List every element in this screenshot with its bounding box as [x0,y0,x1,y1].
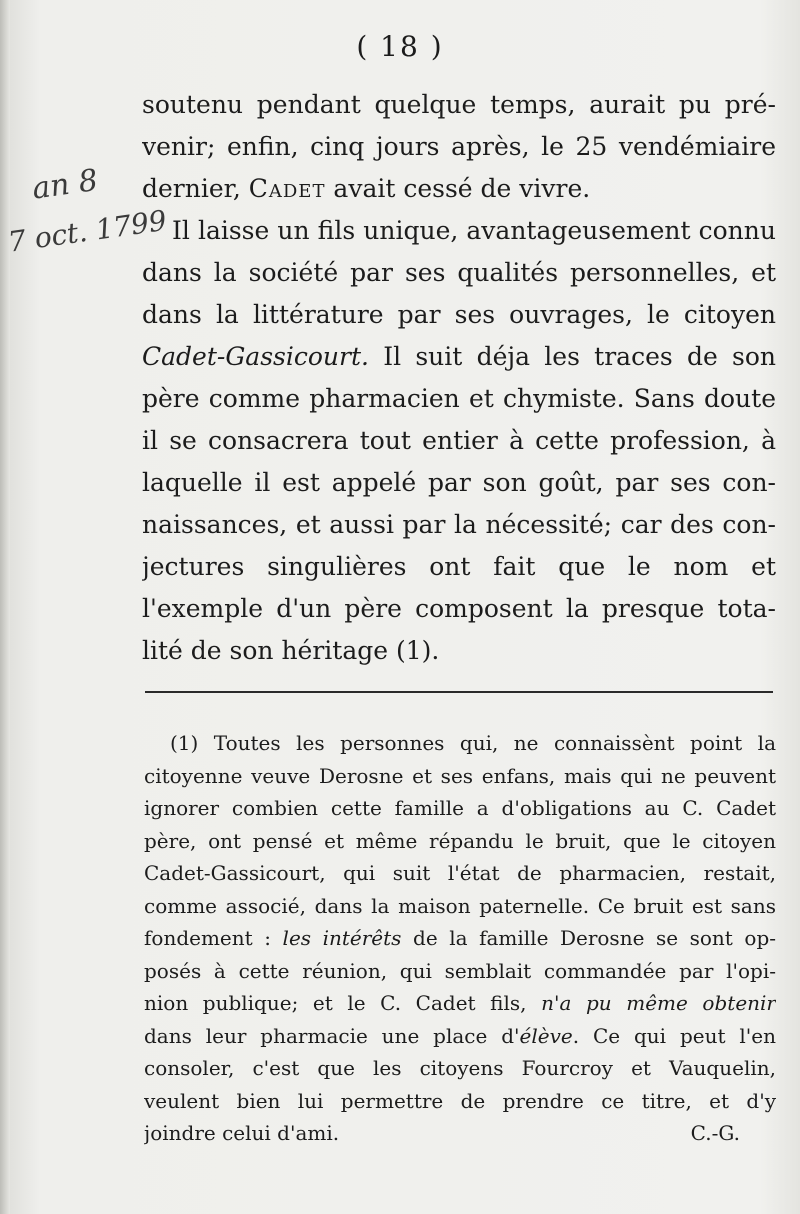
margin-annotation-2: 7 oct. 1799 [6,203,169,259]
italic-span: les intérêts [282,926,402,950]
footnote-line: veulent bien lui permettre de prendre ce titre, et d'y [144,1088,776,1113]
text-span: de la famille Derosne se sont op- [401,926,776,950]
text-line: jectures singulières ont fait que le nom et [142,552,776,581]
footnote-line: père, ont pensé et même répandu le bruit, que le citoyen [144,828,776,853]
text-line: il se consacrera tout entier à cette profession, à [142,426,776,455]
text-line [142,336,776,378]
italic-span: élève [519,1023,573,1048]
footnote [144,727,776,1150]
page-number: ( 18 ) [356,30,444,63]
text-span: . Ce qui peut l'en [572,1023,776,1048]
text-line: naissances, et aussi par la nécessité; car des con- [142,510,776,539]
footnote-line: posés à cette réunion, qui semblait commandée par l'opi- [144,958,776,983]
name-cadet: Cadet [248,174,326,203]
footnote-line [144,922,776,955]
footnote-divider [145,691,773,693]
text-line: père comme pharmacien et chymiste. Sans doute [142,384,776,413]
text-line: laquelle il est appelé par son goût, par ses con- [142,468,776,497]
footnote-line: consoler, c'est que les citoyens Fourcroy et Vauquelin, [144,1056,776,1080]
name-cadet-gassicourt: Cadet-Gassicourt. [142,342,369,371]
text-line: l'exemple d'un père composent la presque tota- [142,594,776,623]
main-text [142,84,776,672]
footnote-line: (1) Toutes les personnes qui, ne connaissènt point la [170,731,776,755]
signature: C.-G. [690,1121,740,1145]
footnote-line: ignorer combien cette famille a d'obligations au C. Cadet [144,796,776,820]
page-binding-shadow [0,0,10,1214]
text-span: Il suit déja les traces de son [368,342,776,371]
footnote-line [144,1020,776,1053]
text-span: dans leur pharmacie une place d' [144,1023,520,1048]
text-line: venir; enfin, cinq jours après, le 25 vendémiaire [142,132,776,161]
text-line: dans la société par ses qualités personnelles, et [142,258,776,287]
text-line: Il laisse un fils unique, avantageusement connu [172,216,776,245]
footnote-line: citoyenne veuve Derosne et ses enfans, mais qui ne peuvent [144,763,776,788]
text-span: joindre celui d'ami. [144,1121,340,1145]
text-line: lité de son héritage (1). [142,636,440,665]
text-line: dans la littérature par ses ouvrages, le citoyen [142,300,776,329]
italic-span: n'a pu même obtenir [541,991,776,1015]
text-span: fondement : [144,926,283,950]
text-span: avait cessé de vivre. [325,174,591,203]
footnote-line [144,987,776,1020]
text-span: nion publique; et le C. Cadet fils, [144,991,542,1015]
margin-annotation-1: an 8 [30,162,101,207]
text-span: dernier, [142,174,249,203]
text-line [142,168,776,210]
text-line: soutenu pendant quelque temps, aurait pu pré- [142,90,776,119]
footnote-line [144,1117,776,1150]
footnote-line: Cadet-Gassicourt, qui suit l'état de pharmacien, restait, [144,861,776,885]
footnote-line: comme associé, dans la maison paternelle. Ce bruit est sans [144,893,776,918]
